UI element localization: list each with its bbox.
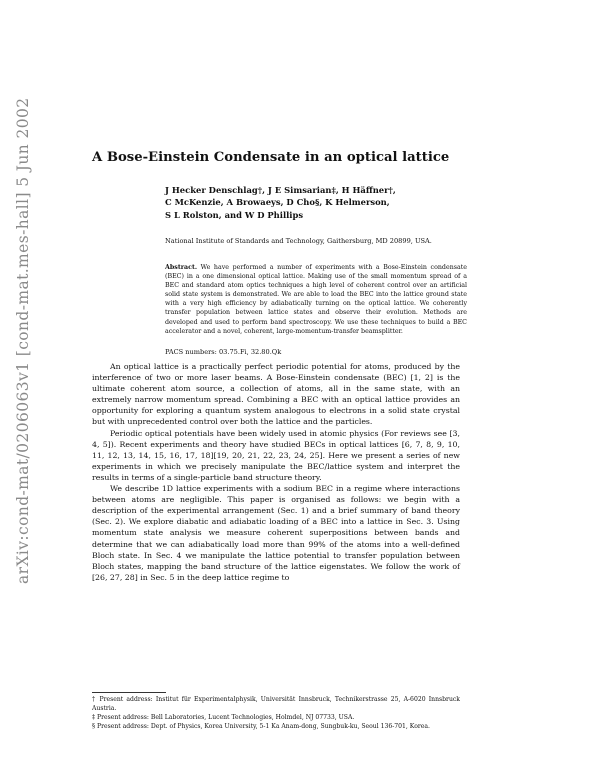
footnote-divider (92, 692, 166, 693)
affiliation: National Institute of Standards and Technology, Gaithersburg, MD 20899, USA. (165, 237, 432, 245)
paragraph: Periodic optical potentials have been widely used in atomic physics (For reviews see [3, 4, 5]). Recent experiments and theory have studied BECs in optical lattices [6, 7, 8, 9, 10, 11, 12, 13, 14, 15, 16, 17, 18][19, 20, 21, 22, 23, 24, 25]. Here we present a series of new experiments in which we precisely manipulate the BEC/lattice system and interpret the results in terms of a single-particle band structure theory. (92, 428, 460, 482)
body-text (92, 361, 460, 583)
author-line: S L Rolston, and W D Phillips (165, 209, 304, 220)
footnote: † Present address: Institut für Experimentalphysik, Universität Innsbruck, Technikerstrasse 25, A-6020 Innsbruck Austria. (92, 696, 460, 712)
paragraph: We describe 1D lattice experiments with a sodium BEC in a regime where interactions between atoms are negligible. This paper is organised as follows: we begin with a description of the experimental arrangement (Sec. 1) and a brief summary of band theory (Sec. 2). We explore diabatic and adiabatic loading of a BEC into a lattice in Sec. 3. Using momentum state analysis we measure coherent superpositions between bands and determine that we can adiabatically load more than 99% of the atoms into a well-defined Bloch state. In Sec. 4 we manipulate the lattice potential to transfer population between Bloch states, mapping the band structure of the lattice eigenstates. We follow the work of [26, 27, 28] in Sec. 5 in the deep lattice regime to (92, 484, 460, 582)
arxiv-identifier-stamp: arXiv:cond-mat/0206063v1 [cond-mat.mes-hall] 5 Jun 2002 (14, 97, 32, 584)
author-line: J Hecker Denschlag†, J E Simsarian‡, H Häffner†, (165, 185, 396, 195)
abstract-label: Abstract. (165, 264, 198, 271)
abstract-text: We have performed a number of experiments with a Bose-Einstein condensate (BEC) in a one dimensional optical lattice. Making use of the small momentum spread of a BEC and standard atom optics techniques a high level of coherent control over an artificial solid state system is demonstrated. We are able to load the BEC into the lattice ground state with a very high efficiency by adiabatically turning on the optical lattice. We coherently transfer population between lattice states and observe their evolution. Methods are developed and used to perform band spectroscopy. We use these techniques to build a BEC accelerator and a novel, coherent, large-momentum-transfer beamsplitter. (165, 264, 467, 335)
author-list (165, 184, 485, 221)
paper-title: A Bose-Einstein Condensate in an optical lattice (92, 150, 450, 165)
footnote: § Present address: Dept. of Physics, Korea University, 5-1 Ka Anam-dong, Sungbuk-ku, Seoul 136-701, Korea. (92, 722, 430, 730)
pacs-numbers: PACS numbers: 03.75.Fi, 32.80.Qk (165, 348, 282, 356)
paragraph: An optical lattice is a practically perfect periodic potential for atoms, produced by the interference of two or more laser beams. A Bose-Einstein condensate (BEC) [1, 2] is the ultimate coherent atom source, a collection of atoms, all in the same state, with an extremely narrow momentum spread. Combining a BEC with an optical lattice provides an opportunity for exploring a quantum system analogous to electrons in a solid state crystal but with unprecedented control over both the lattice and the particles. (92, 362, 460, 427)
abstract (165, 263, 467, 336)
footnote: ‡ Present address: Bell Laboratories, Lucent Technologies, Holmdel, NJ 07733, USA. (92, 713, 355, 721)
footnotes (92, 696, 460, 732)
author-line: C McKenzie, A Browaeys, D Cho§, K Helmerson, (165, 197, 390, 208)
